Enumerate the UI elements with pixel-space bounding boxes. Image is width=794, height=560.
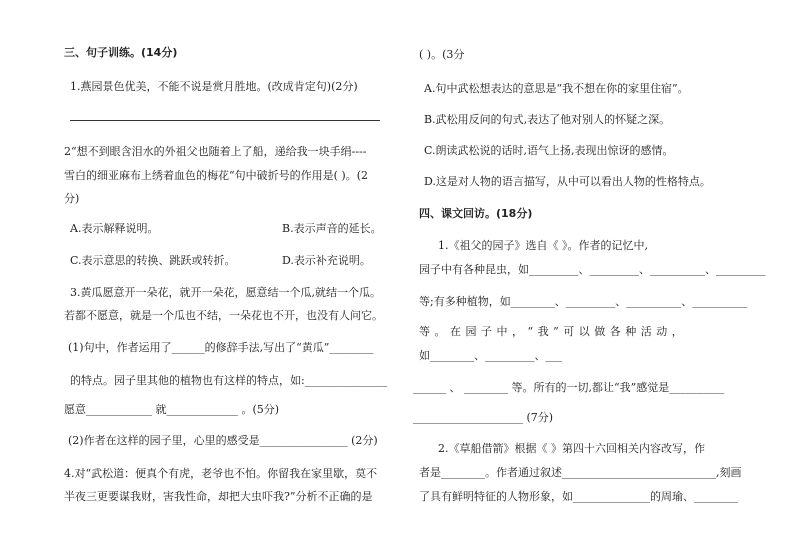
question-2-option-a: A.表示解释说明。 [70,222,159,235]
question-4-option-b: B.武松用反问的句式,表达了他对别人的怀疑之深。 [424,113,671,126]
question-2-option-d: D.表示补充说明。 [282,254,371,267]
question-3-line-4: 的特点。园子里其他的植物也有这样的特点，如:_______________ [70,374,388,387]
recall-1-line-2: 园子中有各种昆虫，如_________、_________、__________、_________ [419,263,766,276]
recall-1-line-3: 等;有多种植物，如________、_________、__________、__________ [419,295,748,308]
question-2-line-3: 分) [64,192,80,205]
question-4-line-1: 4.对“武松道：便真个有虎，老爷也不怕。你留我在家里歇，莫不 [64,467,378,480]
question-4-option-a: A.句中武松想表达的意思是“我不想在你的家里住宿”。 [424,82,689,95]
recall-2-line-3: 了具有鲜明特征的人物形象，如______________的周瑜、________ [419,490,738,503]
recall-1-line-1: 1.《祖父的园子》选自《 》。作者的记忆中, [438,239,648,252]
recall-1-line-5: 如________、_________、___ [419,349,562,362]
question-3-line-3: (1)句中，作者运用了______的修辞手法,写出了“黄瓜”________ [68,341,374,354]
recall-1-line-6: ______ 、 ________ 等。所有的一切,都让“我”感觉是__________ [413,381,725,394]
question-4-continued: ( )。(3分 [419,48,465,61]
question-1-text: 1.燕园景色优美，不能不说是赏月胜地。(改成肯定句)(2分) [70,80,358,93]
question-3-line-1: 3.黄瓜愿意开一朵花，就开一朵花，愿意结一个瓜,就结一个瓜。 [70,286,381,299]
question-3-line-5: 愿意____________ 就_____________ 。(5分) [64,403,280,416]
section-4-title: 四、课文回访。(18分) [419,207,533,220]
question-4-option-d: D.这是对人物的语言描写，从中可以看出人物的性格特点。 [424,175,711,188]
question-4-line-2: 半夜三更要谋我财，害我性命，却把大虫吓我?”分析不正确的是 [64,490,373,503]
question-1-answer-line [70,120,380,121]
question-2-line-2: 雪白的细亚麻布上绣着血色的梅花“句中破折号的作用是( )。(2 [64,169,368,182]
question-4-option-c: C.朗读武松说的话时,语气上扬,表现出惊讶的感情。 [424,144,674,157]
recall-2-line-1: 2.《草船借箭》根据《 》第四十六回相关内容改写，作 [438,442,705,455]
question-3-line-6: (2)作者在这样的园子里，心里的感受是________________ (2分) [68,434,378,447]
recall-1-line-4: 等。在园子中，“我”可以做各种活动， [419,325,688,338]
question-3-line-2: 若都不愿意，就是一个瓜也不结，一朵花也不开，也没有人问它。 [64,309,383,322]
recall-2-line-2: 者是________。作者通过叙述____________________________,刻画 [419,466,742,479]
question-2-option-b: B.表示声音的延长。 [282,222,382,235]
section-3-title: 三、句子训练。(14分) [64,46,178,59]
question-2-option-c: C.表示意思的转换、跳跃或转折。 [70,254,236,267]
recall-1-line-7: ____________________ (7分) [413,411,554,424]
question-2-line-1: 2“想不到眼含泪水的外祖父也随着上了船，递给我一块手绢---- [64,145,367,158]
